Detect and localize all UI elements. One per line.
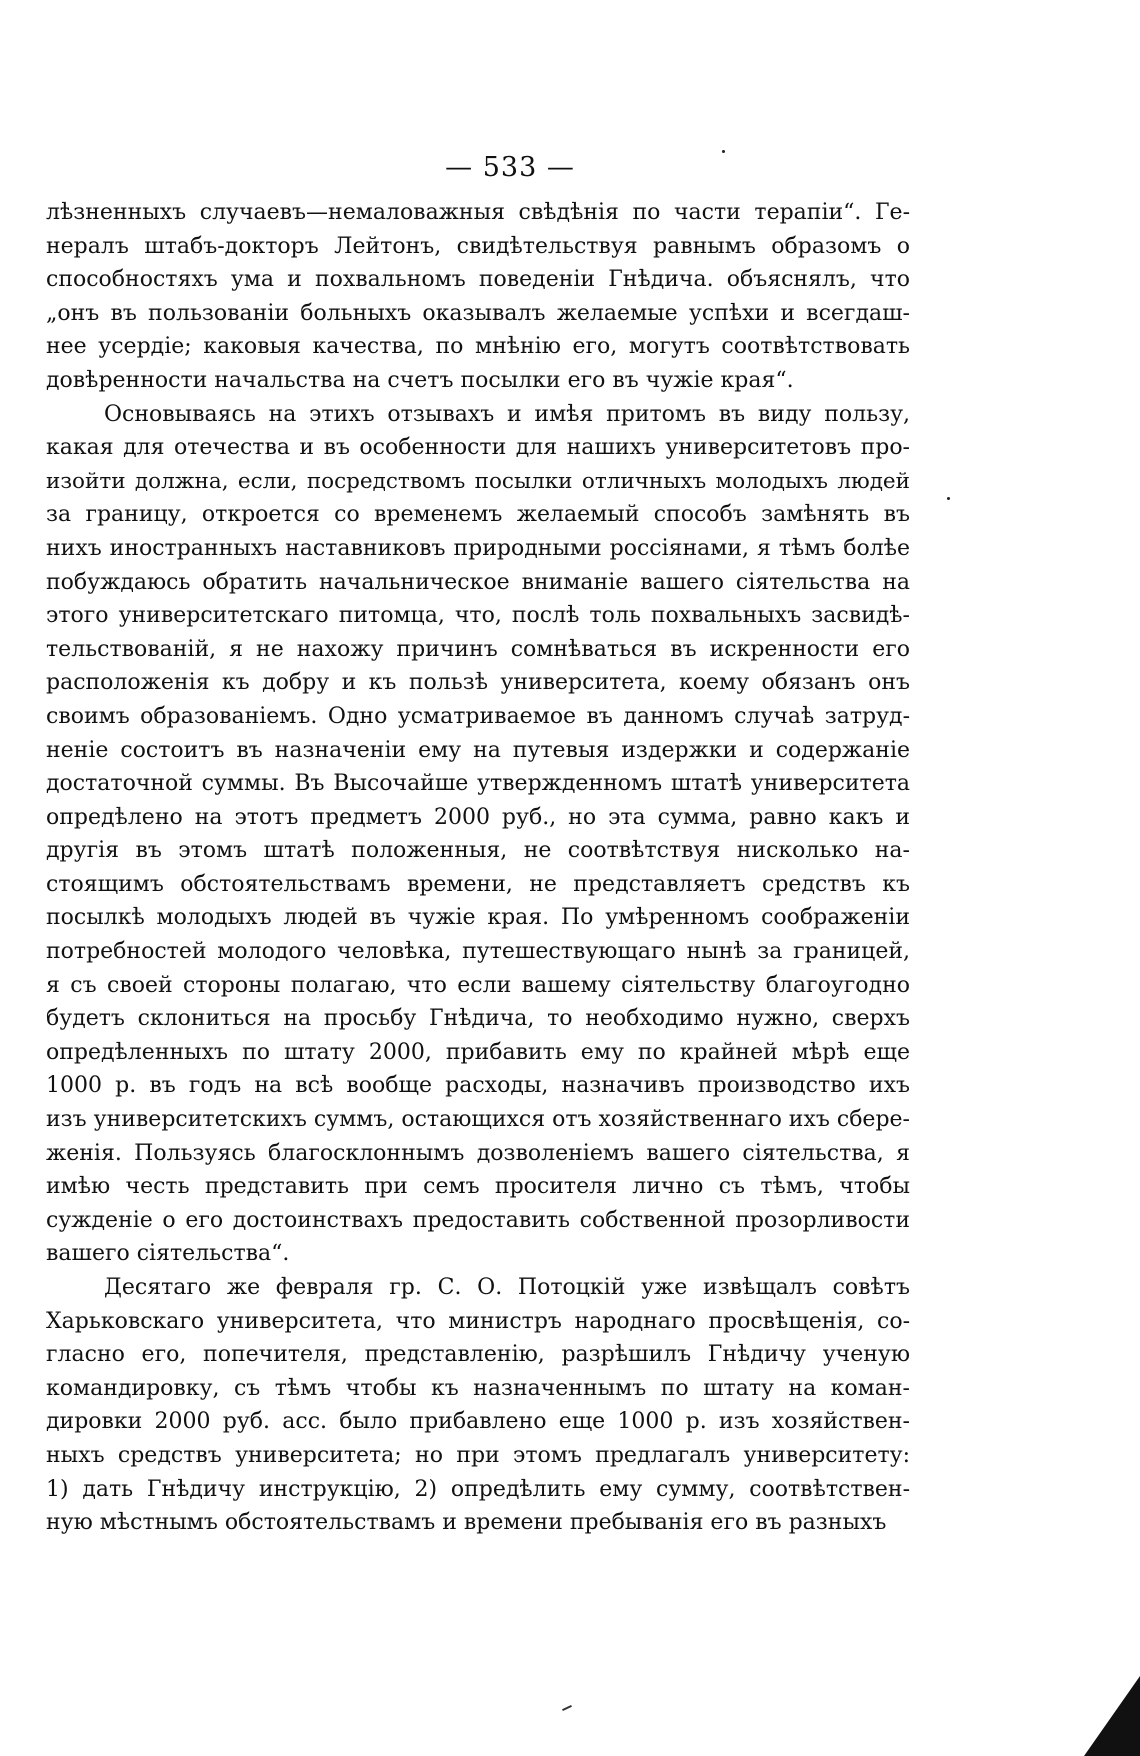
scan-corner <box>1084 1676 1140 1756</box>
text-line: этого университетскаго питомца, что, послѣ толь похвальныхъ засвидѣ- <box>46 603 910 629</box>
stray-mark <box>722 150 725 153</box>
text-line: ную мѣстнымъ обстоятельствамъ и времени пребыванія его въ разныхъ <box>46 1510 887 1536</box>
stray-mark <box>947 497 950 500</box>
text-line: за границу, откроется со временемъ желаемый способъ замѣнять въ <box>46 502 910 528</box>
text-line: довѣренности начальства на счетъ посылки его въ чужіе края“. <box>46 367 794 393</box>
text-line: сужденіе о его достоинствахъ предоставить собственной прозорливости <box>46 1207 910 1233</box>
text-line: лѣзненныхъ случаевъ—немаловажныя свѣдѣнія по части терапіи“. Ге- <box>46 200 910 225</box>
text-line: Десятаго же февраля гр. С. О. Потоцкій уже извѣщалъ совѣтъ <box>104 1275 910 1300</box>
text-line: будетъ склониться на просьбу Гнѣдича, то необходимо нужно, сверхъ <box>46 1006 910 1032</box>
text-line: опредѣленныхъ по штату 2000, прибавить ему по крайней мѣрѣ еще <box>46 1039 910 1065</box>
paragraph <box>46 398 910 1271</box>
text-line: ныхъ средствъ университета; но при этомъ предлагалъ университету: <box>46 1442 910 1468</box>
text-line: стоящимъ обстоятельствамъ времени, не представляетъ средствъ къ <box>46 871 910 897</box>
text-line: опредѣлено на этотъ предметъ 2000 руб., но эта сумма, равно какъ и <box>46 804 910 830</box>
text-line: „онъ въ пользованіи больныхъ оказывалъ желаемые успѣхи и всегдаш- <box>46 300 910 326</box>
text-line: изъ университетскихъ суммъ, остающихся отъ хозяйственнаго ихъ сбере- <box>46 1107 910 1133</box>
body-text <box>46 196 910 1540</box>
page-number: — 533 — <box>445 152 575 183</box>
text-line: дировки 2000 руб. асс. было прибавлено еще 1000 р. изъ хозяйствен- <box>46 1409 910 1435</box>
text-line: другія въ этомъ штатѣ положенныя, не соотвѣтствуя нисколько на- <box>46 838 910 864</box>
text-line: тельствованій, я не нахожу причинъ сомнѣваться въ искренности его <box>46 636 910 662</box>
text-line: достаточной суммы. Въ Высочайше утвержденномъ штатѣ университета <box>46 771 910 797</box>
text-line: гласно его, попечителя, представленію, разрѣшилъ Гнѣдичу ученую <box>46 1342 910 1368</box>
text-line: расположенія къ добру и къ пользѣ университета, коему обязанъ онъ <box>46 670 910 696</box>
text-line: неніе состоитъ въ назначеніи ему на путевыя издержки и содержаніе <box>46 737 910 763</box>
text-line: 1000 р. въ годъ на всѣ вообще расходы, назначивъ производство ихъ <box>46 1073 910 1099</box>
text-line: 1) дать Гнѣдичу инструкцію, 2) опредѣлить ему сумму, соотвѣтствен- <box>46 1476 910 1502</box>
paragraph <box>46 196 910 398</box>
text-line: потребностей молодого человѣка, путешествующаго нынѣ за границей, <box>46 939 910 965</box>
text-line: женія. Пользуясь благосклоннымъ дозволеніемъ вашего сіятельства, я <box>46 1140 910 1166</box>
text-line: нералъ штабъ-докторъ Лейтонъ, свидѣтельствуя равнымъ образомъ о <box>46 233 910 259</box>
text-line: какая для отечества и въ особенности для нашихъ университетовъ про- <box>46 435 910 461</box>
text-line: Основываясь на этихъ отзывахъ и имѣя притомъ въ виду пользу, <box>104 401 910 427</box>
paragraph <box>46 1271 910 1540</box>
stray-mark <box>562 1705 572 1711</box>
text-line: побуждаюсь обратить начальническое вниманіе вашего сіятельства на <box>46 569 910 595</box>
text-line: нее усердіе; каковыя качества, по мнѣнію его, могутъ соотвѣтствовать <box>46 334 910 360</box>
text-line: посылкѣ молодыхъ людей въ чужіе края. По умѣренномъ соображеніи <box>46 905 910 931</box>
text-line: имѣю честь представить при семъ просителя лично съ тѣмъ, чтобы <box>46 1174 910 1200</box>
text-line: вашего сіятельства“. <box>46 1241 290 1267</box>
text-line: нихъ иностранныхъ наставниковъ природными россіянами, я тѣмъ болѣе <box>46 535 910 561</box>
text-line: командировку, съ тѣмъ чтобы къ назначеннымъ по штату на коман- <box>46 1375 910 1401</box>
text-line: способностяхъ ума и похвальномъ поведеніи Гнѣдича. объяснялъ, что <box>46 267 910 293</box>
text-line: своимъ образованіемъ. Одно усматриваемое въ данномъ случаѣ затруд- <box>46 703 910 729</box>
text-line: я съ своей стороны полагаю, что если вашему сіятельству благоугодно <box>46 972 910 998</box>
text-line: Харьковскаго университета, что министръ народнаго просвѣщенія, со- <box>46 1308 910 1334</box>
text-line: изойти должна, если, посредствомъ посылки отличныхъ молодыхъ людей <box>46 468 910 494</box>
